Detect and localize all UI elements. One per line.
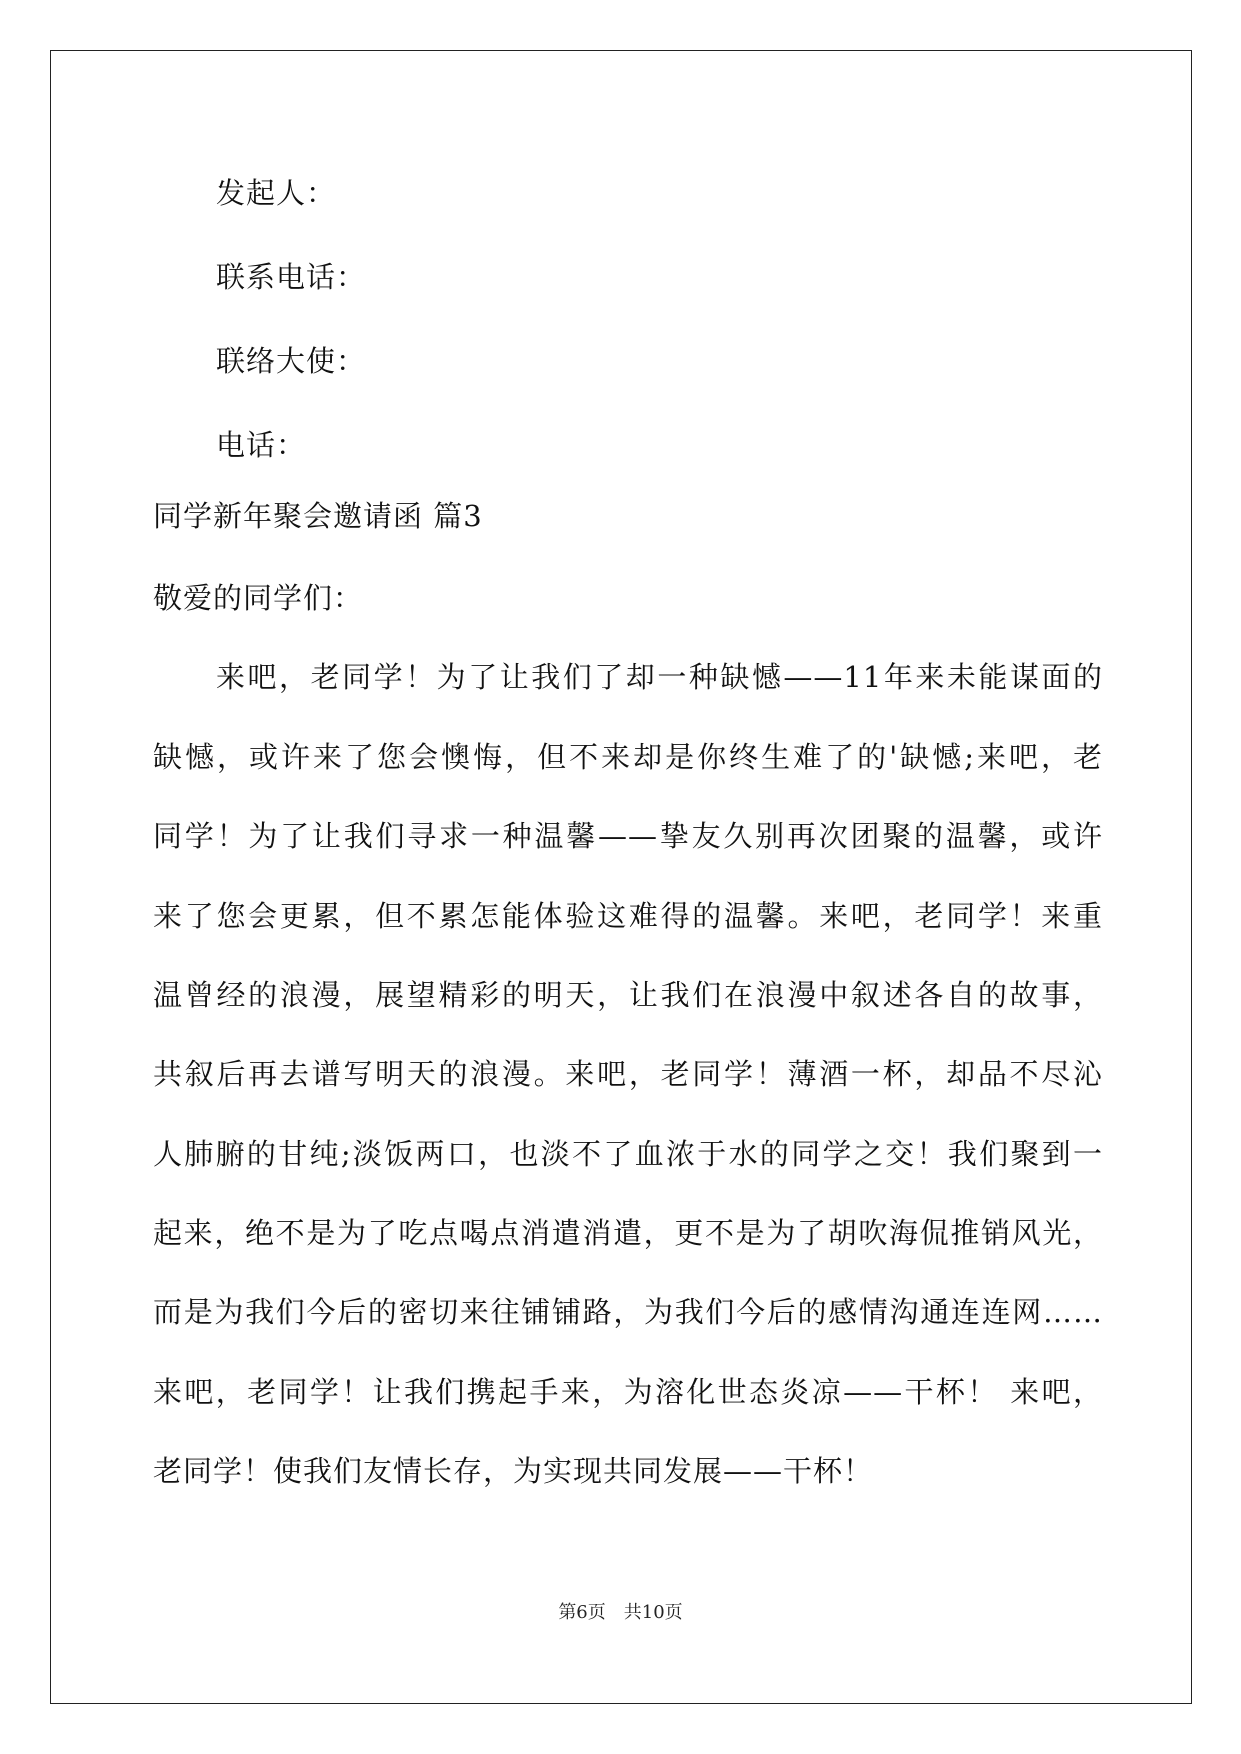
page-number: 第6页 xyxy=(558,1602,606,1623)
phone-label: 电话： xyxy=(216,428,307,462)
body-line: 同学！为了让我们寻求一种温馨——挚友久别再次团聚的温馨，或许 xyxy=(153,819,1103,853)
body-line: 缺憾，或许来了您会懊悔，但不来却是你终生难了的'缺憾;来吧，老 xyxy=(153,740,1103,774)
body-line: 温曾经的浪漫，展望精彩的明天，让我们在浪漫中叙述各自的故事， xyxy=(153,978,1103,1012)
body-line: 来吧，老同学！为了让我们了却一种缺憾——11年来未能谋面的 xyxy=(216,660,1103,694)
section-title: 同学新年聚会邀请函 篇3 xyxy=(153,499,483,533)
liaison-label: 联络大使： xyxy=(216,344,367,378)
body-line: 来吧，老同学！让我们携起手来，为溶化世态炎凉——干杯！ 来吧， xyxy=(153,1375,1103,1409)
body-line: 而是为我们今后的密切来往铺铺路，为我们今后的感情沟通连连网…… xyxy=(153,1295,1103,1329)
body-line: 起来，绝不是为了吃点喝点消遣消遣，更不是为了胡吹海侃推销风光， xyxy=(153,1216,1103,1250)
page-total: 共10页 xyxy=(623,1602,683,1623)
body-line: 人肺腑的甘纯;淡饭两口，也淡不了血浓于水的同学之交！我们聚到一 xyxy=(153,1137,1103,1171)
page-footer xyxy=(0,1598,1241,1624)
salutation: 敬爱的同学们： xyxy=(153,581,364,615)
body-line: 共叙后再去谱写明天的浪漫。来吧，老同学！薄酒一杯，却品不尽沁 xyxy=(153,1057,1103,1091)
body-line: 老同学！使我们友情长存，为实现共同发展——干杯！ xyxy=(153,1454,874,1488)
body-line: 来了您会更累，但不累怎能体验这难得的温馨。来吧，老同学！来重 xyxy=(153,899,1103,933)
initiator-label: 发起人： xyxy=(216,176,337,210)
contact-phone-label: 联系电话： xyxy=(216,260,367,294)
